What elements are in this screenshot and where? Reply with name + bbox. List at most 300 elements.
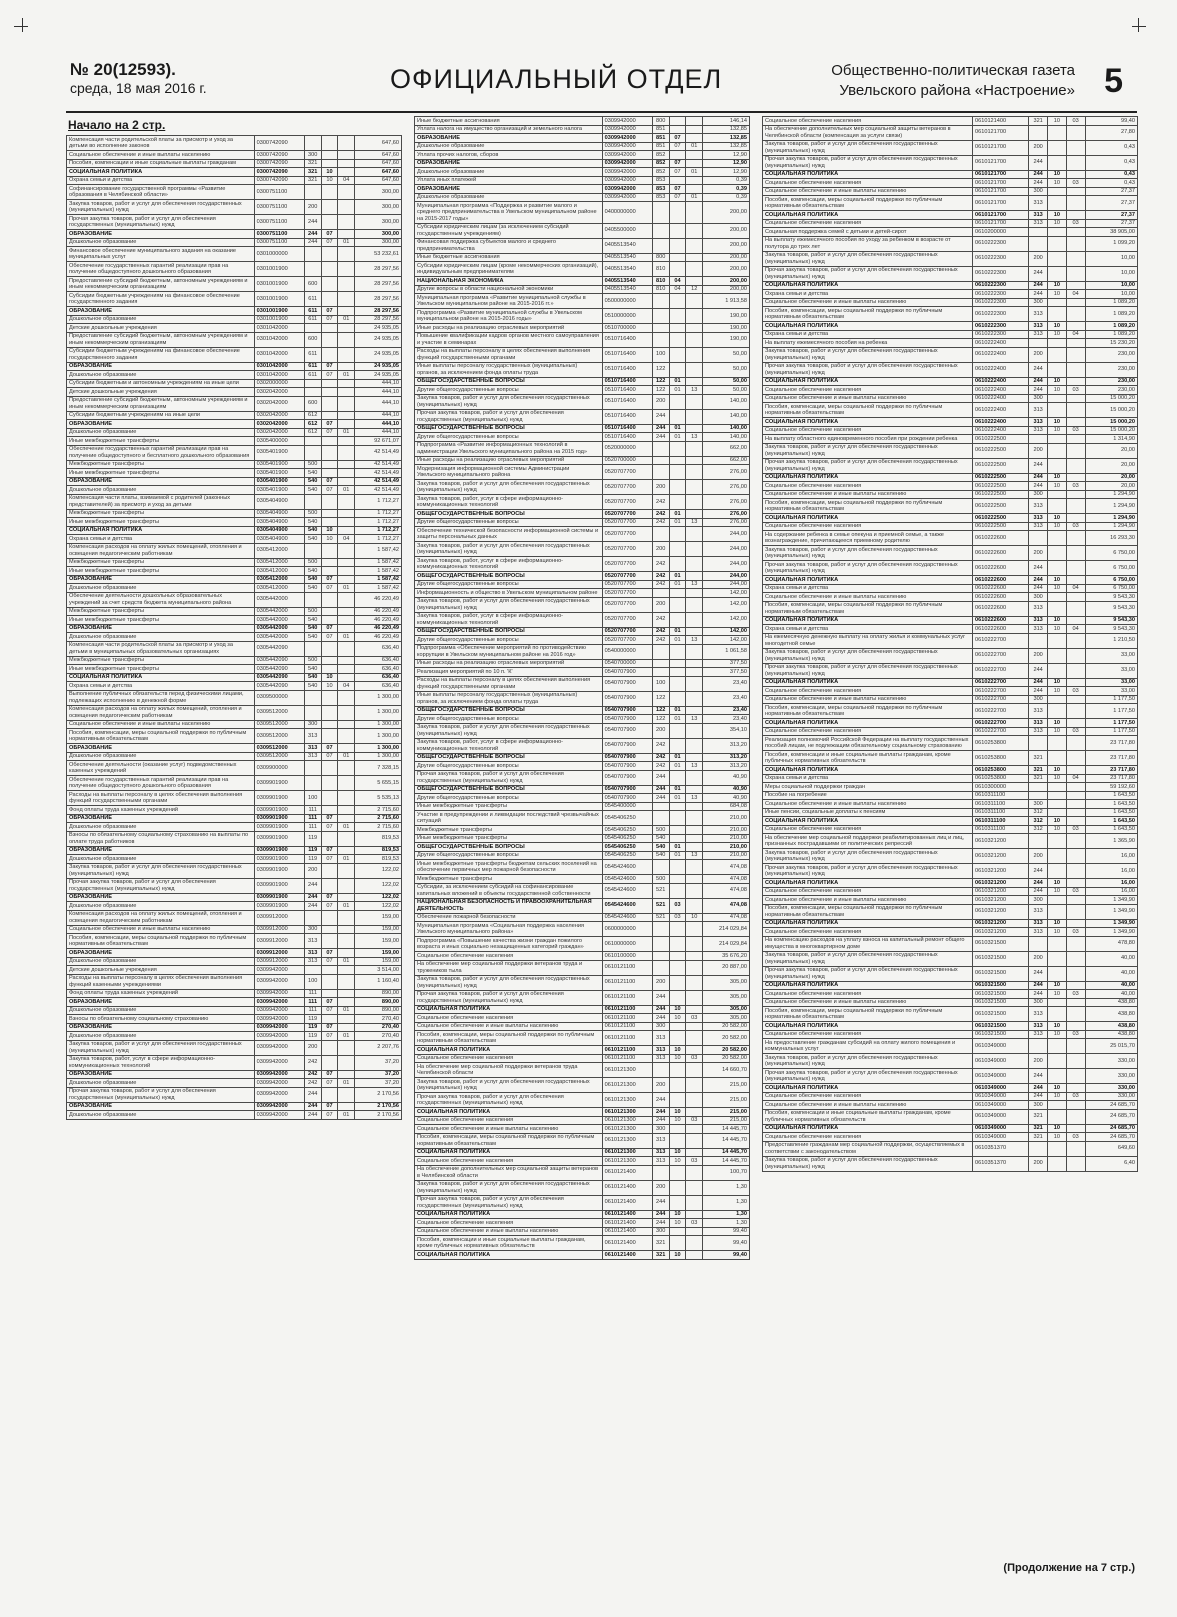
row-section [1048, 490, 1067, 499]
row-vr: 540 [304, 486, 321, 495]
table-row [67, 362, 402, 371]
row-vr: 244 [652, 1210, 669, 1219]
table-row [763, 849, 1138, 864]
row-subsection: 13 [686, 794, 703, 803]
row-vr: 244 [1029, 887, 1048, 896]
crop-mark [14, 26, 28, 27]
continuation-note: (Продолжение на 7 стр.) [1003, 1562, 1135, 1574]
row-section [1048, 704, 1067, 719]
row-amount: 276,00 [703, 510, 750, 519]
table-row [415, 223, 750, 238]
row-code: 0302042000 [254, 411, 304, 420]
table-row [763, 522, 1138, 531]
row-section: 07 [321, 752, 338, 761]
row-section: 01 [669, 510, 686, 519]
row-name: СОЦИАЛЬНАЯ ПОЛИТИКА [763, 1124, 973, 1133]
row-amount: 40,90 [703, 794, 750, 803]
row-section [321, 185, 338, 200]
table-row [415, 1031, 750, 1046]
row-code: 0610121700 [973, 211, 1029, 220]
row-subsection [338, 324, 355, 333]
row-vr: 540 [304, 633, 321, 642]
row-code: 0309512000 [254, 744, 304, 753]
row-subsection [338, 247, 355, 262]
row-name: Обеспечение деятельности дошкольных образовательных учреждений за счет средств бюджета муниципального района [67, 592, 255, 607]
row-vr: 122 [652, 362, 669, 377]
row-vr: 244 [1029, 584, 1048, 593]
row-name: Пособия, компенсации, меры социальной поддержки по публичным нормативным обязательствам [415, 1133, 603, 1148]
row-amount: 313,20 [703, 738, 750, 753]
row-name: Социальное обеспечение и иные выплаты населению [763, 695, 973, 704]
row-subsection [686, 394, 703, 409]
row-name: Иные пенсии, социальные доплаты к пенсиям [763, 808, 973, 817]
row-name: Социальное обеспечение и иные выплаты населению [415, 1125, 603, 1134]
row-name: ОБРАЗОВАНИЕ [67, 744, 255, 753]
row-amount: 305,00 [703, 975, 750, 990]
row-code: 0540707900 [602, 753, 652, 762]
row-name: Социальная поддержка семей с детьми и детей-сирот [763, 228, 973, 237]
row-subsection [1066, 377, 1085, 386]
row-name: Иные выплаты персоналу государственных (муниципальных) органов, за исключением фонда оплаты труда [415, 362, 603, 377]
row-vr [1029, 531, 1048, 546]
row-amount: 20 887,00 [703, 960, 750, 975]
row-name: Другие общегосударственные вопросы [415, 851, 603, 860]
row-name: Закупка товаров, работ и услуг для обеспечения государственных (муниципальных) нужд [763, 347, 973, 362]
row-code: 0610222500 [973, 514, 1029, 523]
table-row [415, 1125, 750, 1134]
row-amount: 15 000,20 [1085, 426, 1138, 435]
row-amount: 244,00 [703, 527, 750, 542]
row-code: 0610222700 [973, 678, 1029, 687]
row-name: Закупка товаров, работ и услуг для обеспечения государственных (муниципальных) нужд [763, 443, 973, 458]
row-section: 01 [669, 627, 686, 636]
row-vr: 313 [1029, 322, 1048, 331]
row-section [669, 253, 686, 262]
row-subsection [1066, 834, 1085, 849]
row-code: 0309942000 [254, 966, 304, 975]
row-section [669, 324, 686, 333]
table-row [763, 211, 1138, 220]
row-name: Социальное обеспечение и иные выплаты населению [763, 394, 973, 403]
table-row [763, 719, 1138, 728]
row-vr: 300 [1029, 593, 1048, 602]
row-code: 0610121700 [973, 219, 1029, 228]
row-subsection [338, 624, 355, 633]
row-name: Обеспечение государственных гарантий реализации прав на получение общедоступного дошкольного образования [67, 776, 255, 791]
row-subsection [1066, 546, 1085, 561]
row-name: Закупка товаров, работ и услуг для обеспечения государственных (муниципальных) нужд [763, 951, 973, 966]
row-name: Социальное обеспечение населения [763, 426, 973, 435]
row-name: На выплату областного единовременного пособия при рождении ребенка [763, 435, 973, 444]
row-code: 0545424600 [602, 898, 652, 913]
row-amount: 24 685,70 [1085, 1133, 1138, 1142]
table-row [763, 377, 1138, 386]
row-section: 10 [1048, 774, 1067, 783]
table-row [415, 309, 750, 324]
row-vr: 521 [652, 898, 669, 913]
row-name: ОБЩЕГОСУДАРСТВЕННЫЕ ВОПРОСЫ [415, 753, 603, 762]
row-amount: 28 297,56 [355, 307, 402, 316]
row-section [669, 1195, 686, 1210]
row-name: Социальное обеспечение населения [763, 117, 973, 126]
row-subsection [686, 1108, 703, 1117]
row-section [321, 324, 338, 333]
row-name: Закупка товаров, работ и услуг для обеспечения государственных (муниципальных) нужд [763, 1156, 973, 1171]
row-vr: 611 [304, 307, 321, 316]
row-vr [652, 589, 669, 598]
row-section: 07 [321, 575, 338, 584]
row-amount: 46 220,49 [355, 592, 402, 607]
row-name: Прочая закупка товаров, работ и услуг для обеспечения государственных (муниципальных) нужд [763, 458, 973, 473]
row-section: 03 [669, 913, 686, 922]
row-code: 0610121700 [973, 196, 1029, 211]
row-code: 0309901900 [254, 823, 304, 832]
row-section [669, 441, 686, 456]
row-amount: 23 717,80 [1085, 736, 1138, 751]
table-row [763, 196, 1138, 211]
row-amount: 2 207,76 [355, 1040, 402, 1055]
row-name: Иные расходы на реализацию отраслевых мероприятий [415, 324, 603, 333]
row-name: Дошкольное образование [67, 238, 255, 247]
row-subsection [338, 673, 355, 682]
row-subsection [686, 860, 703, 875]
row-name: Иные межбюджетные трансферты [67, 665, 255, 674]
row-code: 0610121100 [602, 1054, 652, 1063]
row-amount: 5 535,13 [355, 791, 402, 806]
row-vr: 244 [1029, 981, 1048, 990]
row-name: Другие общегосударственные вопросы [415, 580, 603, 589]
row-amount: 24 935,05 [355, 332, 402, 347]
table-row [763, 704, 1138, 719]
row-name: Социальное обеспечение и иные выплаты населению [763, 896, 973, 905]
row-amount: 28 297,56 [355, 262, 402, 277]
row-section: 10 [1048, 211, 1067, 220]
row-code: 0540707900 [602, 706, 652, 715]
row-section: 10 [321, 526, 338, 535]
row-section: 10 [1048, 687, 1067, 696]
row-subsection [1066, 362, 1085, 377]
row-amount: 330,00 [1085, 1084, 1138, 1093]
table-row [415, 1148, 750, 1157]
row-vr: 312 [1029, 817, 1048, 826]
row-section [1048, 339, 1067, 348]
table-row [763, 817, 1138, 826]
row-vr [652, 937, 669, 952]
table-row [415, 860, 750, 875]
row-section [321, 607, 338, 616]
row-vr: 612 [304, 411, 321, 420]
row-amount: 305,00 [703, 1005, 750, 1014]
row-code: 0610222300 [973, 307, 1029, 322]
row-name: СОЦИАЛЬНАЯ ПОЛИТИКА [763, 377, 973, 386]
row-name: СОЦИАЛЬНАЯ ПОЛИТИКА [763, 919, 973, 928]
row-amount: 662,00 [703, 441, 750, 456]
row-subsection: 03 [1066, 482, 1085, 491]
table-row [763, 1133, 1138, 1142]
row-code: 0305400000 [254, 437, 304, 446]
row-code: 0610300000 [973, 783, 1029, 792]
row-vr: 313 [1029, 1007, 1048, 1022]
row-vr: 313 [1029, 403, 1048, 418]
table-row [67, 925, 402, 934]
row-amount: 0,43 [1085, 155, 1138, 170]
row-section: 07 [669, 168, 686, 177]
row-subsection: 01 [338, 238, 355, 247]
row-name: Закупка товаров, работ и услуг для обеспечения государственных (муниципальных) нужд [763, 1054, 973, 1069]
row-code: 0610321500 [973, 951, 1029, 966]
row-amount: 438,80 [1085, 1007, 1138, 1022]
row-amount: 1 587,42 [355, 567, 402, 576]
row-name: СОЦИАЛЬНАЯ ПОЛИТИКА [763, 766, 973, 775]
row-name: Социальное обеспечение населения [763, 1092, 973, 1101]
row-name: СОЦИАЛЬНАЯ ПОЛИТИКА [415, 1108, 603, 1117]
row-section: 10 [321, 176, 338, 185]
row-code: 0540707900 [602, 785, 652, 794]
page-header [70, 52, 1137, 112]
table-row [67, 292, 402, 307]
row-name: Закупка товаров, работ и услуг для обеспечения государственных (муниципальных) нужд [763, 849, 973, 864]
row-amount: 313,20 [703, 753, 750, 762]
row-section [669, 151, 686, 160]
row-vr [652, 527, 669, 542]
row-amount: 890,00 [355, 989, 402, 998]
table-row [763, 362, 1138, 377]
row-vr: 244 [652, 1116, 669, 1125]
row-code: 0610321500 [973, 1030, 1029, 1039]
row-amount: 1 300,00 [355, 729, 402, 744]
row-subsection: 03 [686, 1116, 703, 1125]
row-amount: 300,00 [355, 238, 402, 247]
row-amount: 1 294,90 [1085, 514, 1138, 523]
row-name: Пособия, компенсации и иные социальные выплаты гражданам [67, 159, 255, 168]
row-subsection [338, 215, 355, 230]
row-vr: 242 [652, 738, 669, 753]
row-vr: 244 [1029, 663, 1048, 678]
table-row [67, 262, 402, 277]
row-amount: 23 717,80 [1085, 766, 1138, 775]
row-code: 0610321200 [973, 879, 1029, 888]
row-amount: 1 587,42 [355, 584, 402, 593]
row-code: 0610222300 [973, 298, 1029, 307]
row-name: Социальное обеспечение населения [763, 522, 973, 531]
table-row [763, 625, 1138, 634]
row-subsection [1066, 236, 1085, 251]
row-code: 0305442000 [254, 592, 304, 607]
row-amount: 33,00 [1085, 678, 1138, 687]
row-section: 10 [321, 535, 338, 544]
row-section: 07 [321, 1079, 338, 1088]
row-amount: 159,00 [355, 925, 402, 934]
row-code: 0309901900 [254, 814, 304, 823]
row-amount: 20 582,00 [703, 1046, 750, 1055]
row-code: 0309942000 [602, 168, 652, 177]
row-name: Субсидии юридическим лицам (кроме некоммерческих организаций), индивидуальным предпринимателям [415, 262, 603, 277]
row-subsection [338, 136, 355, 151]
table-row [763, 307, 1138, 322]
row-subsection [686, 572, 703, 581]
row-section: 10 [1048, 117, 1067, 126]
row-vr: 313 [1029, 514, 1048, 523]
row-section: 10 [669, 1014, 686, 1023]
row-subsection [1066, 896, 1085, 905]
row-subsection [1066, 1141, 1085, 1156]
row-amount: 159,00 [355, 910, 402, 925]
table-row [415, 826, 750, 835]
row-name: Пособия, компенсации, меры социальной поддержки по публичным нормативным обязательствам [763, 904, 973, 919]
row-section: 10 [1048, 482, 1067, 491]
row-code: 0500000000 [602, 294, 652, 309]
row-vr: 242 [652, 518, 669, 527]
table-row [415, 134, 750, 143]
row-amount: 230,00 [1085, 377, 1138, 386]
row-code: 0610349000 [973, 1084, 1029, 1093]
row-code: 0301042000 [254, 332, 304, 347]
row-name: Дошкольное образование [67, 902, 255, 911]
row-amount: 1 643,50 [1085, 817, 1138, 826]
row-name: Прочая закупка товаров, работ и услуг для обеспечения государственных (муниципальных) нужд [763, 155, 973, 170]
row-vr: 200 [1029, 1054, 1048, 1069]
row-subsection [686, 644, 703, 659]
row-name: На выплату ежемесячного пособия по уходу за ребенком в возрасте от полутора до трех лет [763, 236, 973, 251]
row-vr [652, 952, 669, 961]
row-name: Охрана семьи и детства [67, 535, 255, 544]
table-row [415, 1005, 750, 1014]
table-row [415, 456, 750, 465]
row-subsection [686, 834, 703, 843]
row-vr: 122 [652, 715, 669, 724]
row-section: 10 [1048, 1084, 1067, 1093]
row-amount: 377,50 [703, 659, 750, 668]
row-section: 10 [1048, 281, 1067, 290]
row-section: 07 [669, 185, 686, 194]
row-subsection [338, 656, 355, 665]
table-row [415, 1195, 750, 1210]
row-name: ОБРАЗОВАНИЕ [67, 998, 255, 1007]
row-name: Социальное обеспечение и иные выплаты населению [763, 998, 973, 1007]
row-vr: 313 [1029, 616, 1048, 625]
row-vr: 100 [652, 347, 669, 362]
table-row [415, 1054, 750, 1063]
row-amount: 300,00 [355, 215, 402, 230]
row-name: Пособия, компенсации, меры социальной поддержки по публичным нормативным обязательствам [763, 196, 973, 211]
row-name: СОЦИАЛЬНАЯ ПОЛИТИКА [67, 526, 255, 535]
row-vr [304, 690, 321, 705]
row-vr: 313 [1029, 704, 1048, 719]
table-row [763, 576, 1138, 585]
row-name: СОЦИАЛЬНАЯ ПОЛИТИКА [763, 418, 973, 427]
row-amount: 46 220,49 [355, 633, 402, 642]
table-row [415, 1251, 750, 1260]
row-code: 0540707900 [602, 738, 652, 753]
table-row [67, 855, 402, 864]
table-row [415, 785, 750, 794]
row-code: 0610349000 [973, 1069, 1029, 1084]
row-code: 0610121100 [602, 960, 652, 975]
row-code: 0610349000 [973, 1101, 1029, 1110]
row-vr [652, 960, 669, 975]
row-subsection [338, 934, 355, 949]
row-subsection: 13 [686, 386, 703, 395]
table-row [415, 1210, 750, 1219]
row-section: 07 [321, 420, 338, 429]
row-vr: 244 [1029, 458, 1048, 473]
table-row [415, 636, 750, 645]
row-name: Охрана семьи и детства [763, 774, 973, 783]
row-subsection [686, 811, 703, 826]
row-section [321, 200, 338, 215]
row-code: 0610121100 [602, 1022, 652, 1031]
table-row [67, 1070, 402, 1079]
row-amount: 40,90 [703, 770, 750, 785]
row-amount: 20 582,00 [703, 1054, 750, 1063]
row-section [669, 1227, 686, 1236]
table-row [415, 542, 750, 557]
row-name: Закупка товаров, работ и услуг для обеспечения государственных (муниципальных) нужд [415, 1078, 603, 1093]
row-name: Прочая закупка товаров, работ и услуг для обеспечения государственных (муниципальных) нужд [763, 663, 973, 678]
row-vr: 313 [304, 752, 321, 761]
row-vr: 300 [1029, 394, 1048, 403]
row-name: Социальное обеспечение населения [763, 1030, 973, 1039]
row-code: 0610100000 [602, 952, 652, 961]
row-code: 0610222700 [973, 663, 1029, 678]
table-row [67, 411, 402, 420]
row-amount: 276,00 [703, 465, 750, 480]
row-vr [304, 136, 321, 151]
row-amount: 354,10 [703, 723, 750, 738]
row-name: СОЦИАЛЬНАЯ ПОЛИТИКА [67, 168, 255, 177]
row-subsection [686, 441, 703, 456]
row-amount: 444,10 [355, 420, 402, 429]
table-row [415, 480, 750, 495]
row-code: 0610121700 [973, 125, 1029, 140]
row-subsection [1066, 473, 1085, 482]
row-name: Предоставление гражданам мер социальной поддержки, осуществляемых в соответствии с законодательством [763, 1141, 973, 1156]
table-row [763, 981, 1138, 990]
table-row [763, 125, 1138, 140]
row-name: Компенсация расходов на оплату жилых помещений, отопления и освещения педагогическим работникам [67, 705, 255, 720]
table-row [415, 1046, 750, 1055]
table-row [415, 834, 750, 843]
row-vr: 300 [1029, 800, 1048, 809]
row-subsection: 01 [338, 823, 355, 832]
row-subsection [338, 878, 355, 893]
row-code: 0610000000 [602, 937, 652, 952]
row-code: 0610321200 [973, 904, 1029, 919]
row-section: 01 [669, 433, 686, 442]
row-name: СОЦИАЛЬНАЯ ПОЛИТИКА [763, 514, 973, 523]
table-row [67, 238, 402, 247]
row-name: Дошкольное образование [67, 1079, 255, 1088]
row-name: ОБЩЕГОСУДАРСТВЕННЫЕ ВОПРОСЫ [415, 510, 603, 519]
row-subsection: 03 [1066, 386, 1085, 395]
row-amount: 10,00 [1085, 281, 1138, 290]
row-section: 07 [321, 949, 338, 958]
row-section: 10 [1048, 981, 1067, 990]
row-vr: 111 [304, 814, 321, 823]
row-vr [652, 465, 669, 480]
row-section: 10 [1048, 426, 1067, 435]
row-subsection [686, 1236, 703, 1251]
row-amount: 15 000,20 [1085, 394, 1138, 403]
row-name: Иные расходы на реализацию отраслевых мероприятий [415, 659, 603, 668]
row-subsection [686, 1180, 703, 1195]
row-subsection [1066, 951, 1085, 966]
row-amount: 300,00 [355, 200, 402, 215]
row-amount: 40,00 [1085, 951, 1138, 966]
row-subsection [1066, 783, 1085, 792]
row-vr: 200 [1029, 347, 1048, 362]
row-code: 0610222400 [973, 377, 1029, 386]
